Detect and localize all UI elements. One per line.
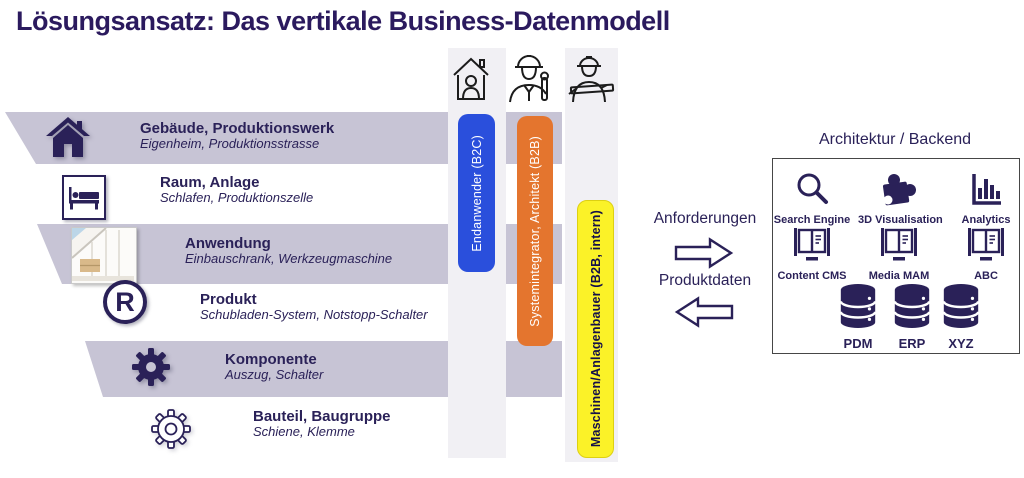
level-6-text	[253, 408, 391, 440]
pill-systemintegrator-label: Systemintegrator, Architekt (B2B)	[528, 135, 542, 327]
house-user-icon	[451, 54, 491, 104]
construction-worker-icon	[563, 54, 615, 104]
database-pdm	[830, 282, 886, 351]
service-label: ABC	[974, 270, 998, 282]
database-erp	[884, 282, 940, 351]
level-4-title: Produkt	[200, 291, 257, 308]
requirements-label: Anforderungen	[653, 210, 757, 227]
search-icon	[793, 170, 831, 208]
database-icon	[891, 282, 933, 330]
level-4-text	[200, 291, 428, 323]
service-label: Analytics	[961, 214, 1011, 226]
service-label: 3D Visualisation	[858, 214, 943, 226]
service-abc	[945, 226, 1024, 282]
service-label: Search Engine	[773, 214, 851, 226]
level-5-text	[225, 351, 323, 383]
bed-icon	[62, 175, 106, 220]
level-3-text	[185, 235, 392, 267]
pill-systemintegrator-b2b	[517, 116, 553, 346]
service-media-mam	[858, 226, 940, 282]
service-content-cms	[771, 226, 853, 282]
puzzle-icon	[879, 170, 919, 208]
level-2-title: Raum, Anlage	[160, 174, 260, 191]
database-label: ERP	[898, 336, 926, 351]
database-label: XYZ	[948, 336, 974, 351]
database-icon	[837, 282, 879, 330]
pill-endanwender-label: Endanwender (B2C)	[469, 134, 484, 252]
database-icon	[940, 282, 982, 330]
backend-panel-title: Architektur / Backend	[818, 131, 972, 148]
service-label: Content CMS	[777, 270, 847, 282]
service-label: Media MAM	[868, 270, 930, 282]
level-3-subtitle: Einbauschrank, Werkzeugmaschine	[185, 251, 393, 267]
product-data-label: Produktdaten	[658, 272, 752, 289]
pill-maschinenbauer-intern	[577, 200, 614, 458]
level-2-text	[160, 174, 313, 206]
pill-maschinenbauer-label: Maschinen/Anlagenbauer (B2B, intern)	[588, 210, 603, 448]
architect-icon	[506, 52, 552, 106]
open-book-icon	[791, 226, 833, 264]
database-label: PDM	[843, 336, 873, 351]
level-5-title: Komponente	[225, 351, 317, 368]
level-2-subtitle: Schlafen, Produktionszelle	[160, 190, 314, 206]
pill-endanwender-b2c	[458, 114, 495, 272]
level-3-title: Anwendung	[185, 235, 271, 252]
level-1-subtitle: Eigenheim, Produktionsstrasse	[140, 136, 320, 152]
built-in-wardrobe-photo	[71, 227, 137, 284]
level-5-subtitle: Auszug, Schalter	[225, 367, 324, 383]
level-6-title: Bauteil, Baugruppe	[253, 408, 391, 425]
open-book-icon	[878, 226, 920, 264]
level-1-title: Gebäude, Produktionswerk	[140, 120, 335, 137]
database-xyz	[933, 282, 989, 351]
service-3d-visualisation	[858, 170, 943, 226]
service-search-engine	[771, 170, 853, 226]
bar-chart-icon	[967, 170, 1005, 208]
level-1-text	[140, 120, 334, 152]
home-icon	[46, 117, 90, 159]
level-4-subtitle: Schubladen-System, Notstopp-Schalter	[200, 307, 428, 323]
slide-title: Lösungsansatz: Das vertikale Business-Datenmodell	[16, 6, 670, 36]
gear-solid-icon	[131, 347, 171, 387]
service-analytics	[945, 170, 1024, 226]
arrow-right-icon	[674, 237, 734, 269]
registered-trademark-icon: R	[103, 280, 147, 324]
level-6-subtitle: Schiene, Klemme	[253, 424, 355, 440]
gear-outline-icon	[151, 409, 191, 449]
arrow-left-icon	[674, 296, 734, 328]
open-book-icon	[965, 226, 1007, 264]
